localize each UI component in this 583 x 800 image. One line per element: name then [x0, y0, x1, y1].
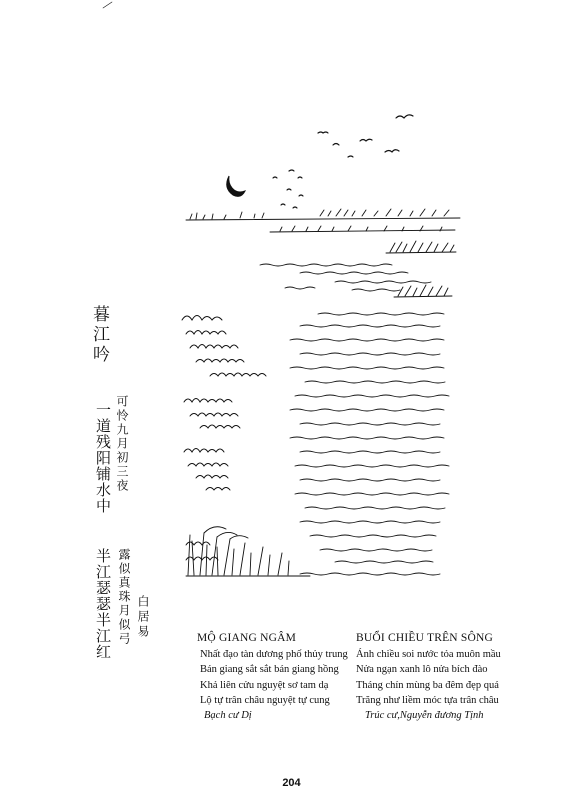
chinese-line-1: [95, 402, 110, 514]
river-waves: [290, 313, 449, 575]
chinese-line-1-small: 可怜九月初三夜: [115, 395, 129, 493]
poem-author: Trúc cư,Nguyễn đương Tịnh: [365, 710, 484, 722]
flying-birds: [273, 115, 413, 208]
poem-line: Khả liên cửu nguyệt sơ tam dạ: [200, 679, 329, 691]
poem-translation: [356, 632, 516, 723]
chinese-title: 暮江吟: [89, 305, 109, 365]
page-number: 204: [282, 777, 301, 789]
poem-line: Nhất đạo tàn dương phố thủy trung: [200, 649, 348, 660]
far-shore-reeds: [186, 209, 460, 232]
poem-line: Nửa ngạn xanh lô nửa bích đào: [356, 664, 488, 676]
poem-line: Lộ tự trân châu nguyệt tự cung: [200, 694, 330, 706]
left-shore-hills: [182, 316, 266, 491]
right-reed-islands: [386, 241, 456, 297]
crescent-moon: [227, 176, 245, 196]
chinese-line-2: 半江瑟瑟半江红: [94, 548, 112, 660]
poem-title: BUỔI CHIỀU TRÊN SÔNG: [356, 632, 493, 644]
chinese-line-1-rest: 阳铺水中: [94, 450, 112, 514]
chinese-line-2-small: 露似真珠月似弓: [117, 548, 131, 646]
poem-line: Ánh chiều soi nước tỏa muôn mầu: [356, 649, 501, 660]
chinese-line-1-main: 一道残: [94, 402, 112, 450]
poem-line: Trăng như liềm móc tựa trân châu: [356, 694, 499, 706]
chinese-author: 白居易: [136, 595, 150, 640]
poem-transliteration: [197, 632, 357, 723]
poem-line: Tháng chín mùng ba đêm đẹp quá: [356, 679, 499, 691]
poem-author: Bạch cư Dị: [204, 710, 252, 722]
upper-water-waves: [260, 264, 431, 291]
bottom-reeds: [186, 527, 310, 576]
poem-title: MỘ GIANG NGÂM: [197, 632, 297, 644]
poem-line: Bán giang sắt sắt bán giang hồng: [200, 664, 339, 676]
